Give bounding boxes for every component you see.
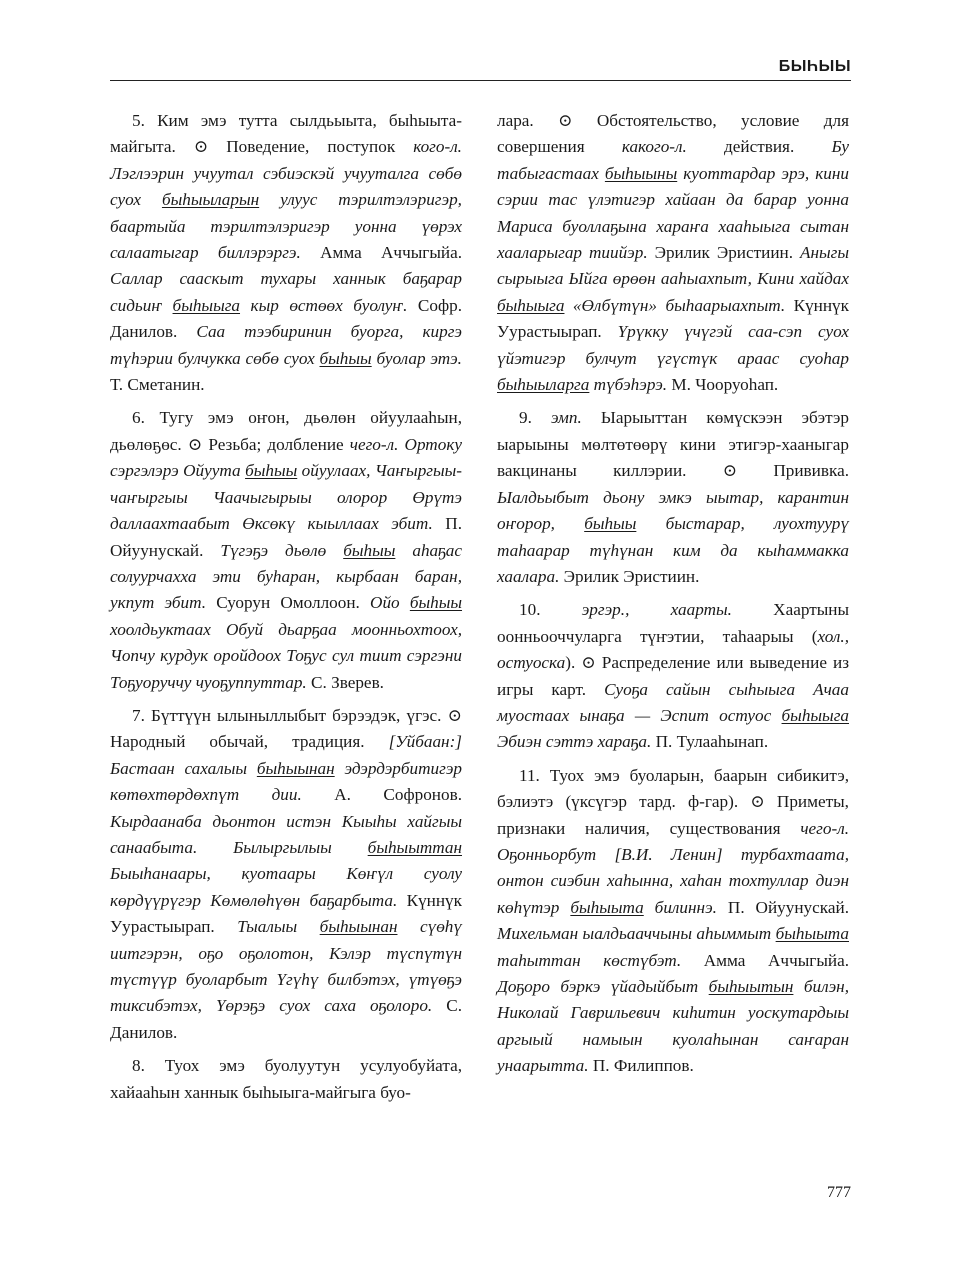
russian-translation-icon: ⊙: [750, 792, 765, 812]
example-quote: Ойо быһыы хоолдьуктаах Обуй дьарҕаа моонньохтоох, Чопчу курдук оройдоох Тоҕус сул тиит сэргэни Тоҕуоруччу чуоҕуппуттар.: [110, 593, 463, 692]
definition: Бүттүүн ылыныллыбыт бэрээдэк, үгэс.: [144, 705, 448, 725]
example-quote: Тыалыы быһыынан сүөһү иитгэрэн, оҕо оҕолотон, Кэлэр түспүтүн түстүүр буоларбыт Үгүһү билбэтэх, үтүөҕэ тиксибэтэх, Үөрэҕэ суох саха оҕолоро.: [110, 917, 462, 1016]
quote-source: С. Данилов.: [110, 996, 462, 1042]
sense-number: 11.: [519, 765, 540, 785]
headword-usage: быһыыларга: [497, 375, 590, 395]
entry-10: [497, 597, 849, 755]
speaker-label: [Уйбаан:]: [388, 732, 462, 752]
example-quote: Саа тээбиринин буорга, киргэ түһэрии булчукка сөбө суох быһыы буолар этэ.: [110, 322, 462, 368]
example-quote: Лэглээрин учуутал сэбиэскэй учууталга сөбө суох быһыыларын улуус тэрилтэлэригэр, баартыйа тэрилтэлэригэр уонна үөрэх салаатыгар биллэрэргэ.: [110, 163, 462, 263]
russian-translation: Народный обычай, традиция.: [110, 732, 389, 752]
sense-number: 7.: [132, 705, 145, 725]
entry-8: [110, 1053, 462, 1106]
example-quote: Саллар сааскыт тухары ханнык баҕарар сидьиҥ быһыыга кыр өстөөх буолуҥ.: [110, 269, 462, 315]
headword-usage: быһыы: [245, 461, 298, 481]
example-quote: Кырдаанаба дьонтон истэн Кыыһы хайгыы санаабыта. Былыргылыы быһыыттан Быыһанаары, куотаары Көҥүл суолу көрдүүрүгэр Көмөлөһүөн баҕарбыта.: [110, 811, 462, 910]
quote-source: М. Чооруоһап.: [667, 375, 779, 395]
example-quote: Оҕонньорбут [В.И. Ленин] турбахтаата, онтон сиэбин хаһынна, хаһан тохтуллар диэн көһүтэр быһыыта билиннэ.: [497, 844, 849, 917]
quote-source: Эрилик Эристиин.: [559, 566, 700, 586]
headword-usage: быһыыга: [172, 295, 241, 315]
definition: Хаартыны оонньооччуларга түҥэтии, таһаарыы (: [497, 600, 850, 646]
page-header: [110, 58, 851, 81]
russian-note: чего-л.: [800, 818, 849, 838]
quote-source: Софр. Данилов.: [110, 295, 462, 342]
quote-source: С. Зверев.: [306, 672, 384, 692]
example-quote: Аныгы сырыыга Ыйга өрөөн ааһыахпыт, Кини хайдах быһыыга «Өлбүтүн» быһаарыахпыт.: [497, 243, 849, 315]
entry-9: [497, 405, 849, 590]
entry-6: [110, 405, 462, 695]
headword-usage: быһыыттан: [367, 837, 462, 857]
headword-usage: быһыынан: [256, 758, 335, 778]
headword-usage: быһыыны: [604, 163, 678, 183]
quote-source: Амма Аччыгыйа.: [300, 243, 462, 263]
sense-number: 8.: [132, 1056, 145, 1076]
grammar-label: эмп.: [531, 408, 582, 428]
quote-source: А. Софронов.: [301, 785, 462, 805]
headword-usage: быһыы: [319, 348, 372, 368]
headword-usage: быһыы: [584, 514, 637, 534]
grammar-label: хол., остуоска: [497, 626, 849, 673]
example-quote: Бу табыгастаах быһыыны куоттардар эрэ, кини сэрии тас үлэтигэр хайаан да барар уонна Мариса буоллаҕына хараҥа хааһыыга сытан хааларыгар тиийэр.: [497, 137, 850, 263]
russian-note: чего-л.: [349, 434, 399, 454]
entry-11: [497, 763, 849, 1080]
quote-source: Күннүк Уурастыырап.: [497, 295, 849, 342]
example-quote: Ыалдьыбыт дьону эмкэ ыытар, карантин оҥорор, быһыы быстарар, луохтуурү таһаарар түһүнан ким да кыһаммакка хаалара.: [497, 487, 849, 586]
entry-8-continued: [497, 108, 849, 398]
entry-7: [110, 703, 462, 1046]
example-quote: Бастаан сахалыы быһыынан эдэрдэрбитигэр көтөхтөрдөхпүт дии.: [110, 758, 462, 805]
russian-translation: Поведение, поступок: [208, 137, 414, 157]
definition: Тугу эмэ оҥон, дьөлөн ойуулааһын, дьөлөҕөс.: [110, 408, 462, 454]
quote-source: Эрилик Эристиин.: [647, 243, 800, 263]
russian-translation-icon: ⊙: [581, 653, 596, 673]
quote-source: П. Тулааһынап.: [651, 732, 769, 752]
sense-number: 10.: [519, 600, 541, 620]
russian-translation: Прививка.: [737, 461, 850, 481]
russian-note: какого-л.: [621, 137, 687, 157]
sense-number: 5.: [132, 111, 145, 130]
russian-translation-icon: ⊙: [193, 137, 209, 157]
russian-translation: действия.: [686, 137, 832, 157]
grammar-label: эргэр., хаарты.: [540, 600, 732, 620]
example-quote: Үрүкку үчүгэй саа-сэп суох үйэтигэр булчут үгүстүк араас суоһар быһыыларга түбэһэрэ.: [497, 322, 849, 395]
russian-translation: Приметы, признаки наличия, существования: [497, 792, 849, 838]
page-number: 777: [827, 1184, 851, 1201]
headword-usage: быһыыта: [570, 897, 644, 917]
headword-usage: быһыы: [409, 593, 463, 613]
russian-translation-icon: ⊙: [187, 434, 203, 454]
headword-usage: быһыыта: [775, 924, 849, 944]
running-head: БЫҺЫЫ: [778, 58, 851, 75]
quote-source: П. Филиппов.: [588, 1056, 694, 1076]
quote-source: Т. Сметанин.: [110, 375, 205, 395]
headword-usage: быһыыга: [781, 705, 849, 725]
definition: Ким эмэ тутта сылдьыыта, быһыыта-майгыта.: [110, 111, 462, 157]
russian-translation-icon: ⊙: [558, 111, 573, 130]
example-quote: Михельман ыалдьааччыны аһыммыт быһыыта таһыттан көстүбэт.: [497, 924, 849, 970]
right-column: [497, 108, 849, 1087]
example-quote: Суоҕа сайын сыһыыга Ачаа муостаах ынаҕа — Эспит остуос быһыыга Эбиэн сэттэ хараҕа.: [497, 679, 849, 752]
quote-source: Суорун Омоллоон.: [206, 593, 371, 613]
headword-usage: быһыыларын: [161, 190, 260, 210]
quote-source: Күннүк Уурастыырап.: [110, 890, 462, 937]
definition: Туох эмэ буолуутун усулуобуйата, хайааһын ханнык быһыыга-майгыга буо-: [110, 1056, 462, 1102]
quote-source: П. Ойуунускай.: [110, 514, 462, 560]
quote-source: Амма Аччыгыйа.: [681, 950, 849, 970]
russian-translation-icon: ⊙: [447, 705, 462, 725]
definition: ).: [565, 653, 582, 673]
definition: Ыарыыттан көмүскээн эбэтэр ыарыыны мөлтөтөөрү кини этигэр-хааныгар вакцинаны киллэрии.: [497, 408, 849, 481]
definition: Туох эмэ буоларын, баарын сибикитэ, бэлиэтэ (үксүгэр тард. ф-гар).: [497, 765, 849, 812]
headword-usage: быһыытын: [708, 977, 794, 996]
example-quote: Түгэҕэ дьөлө быһыы аһаҕас солуурчахха эти буһаран, кырбаан баран, укпут эбит.: [110, 540, 462, 613]
russian-translation: Распределение или выведение из игры карт.: [497, 653, 849, 699]
headword-usage: быһыы: [343, 540, 396, 560]
sense-number: 9.: [519, 408, 532, 428]
headword-usage: быһыыга: [497, 295, 565, 315]
russian-translation: Резьба; долбление: [202, 434, 350, 454]
sense-number: 6.: [132, 408, 145, 428]
russian-translation-icon: ⊙: [722, 461, 738, 481]
headword-usage: быһыынан: [319, 917, 398, 937]
russian-note: кого-л.: [413, 137, 462, 157]
left-column: [110, 108, 462, 1113]
russian-translation: Обстоятельство, условие для совершения: [497, 111, 849, 157]
definition: лара.: [497, 111, 559, 130]
example-quote: Ортоку сэргэлэрэ Ойуута быһыы ойуулаах, Чаҥыргыы-чаҥыргыы Чаачыгырыы олорор Өрүтэ даллаахтаабыт Өксөкү кыыллаах эбит.: [110, 434, 463, 534]
example-quote: Доҕоро бэркэ үйадыйбыт быһыытын билэн, Николай Гаврильевич киһитин уоскутардыы аргыый намыын куолаһынан саҥаран унаарытта.: [497, 977, 849, 1076]
entry-5: [110, 108, 462, 398]
quote-source: П. Ойуунускай.: [716, 897, 849, 917]
